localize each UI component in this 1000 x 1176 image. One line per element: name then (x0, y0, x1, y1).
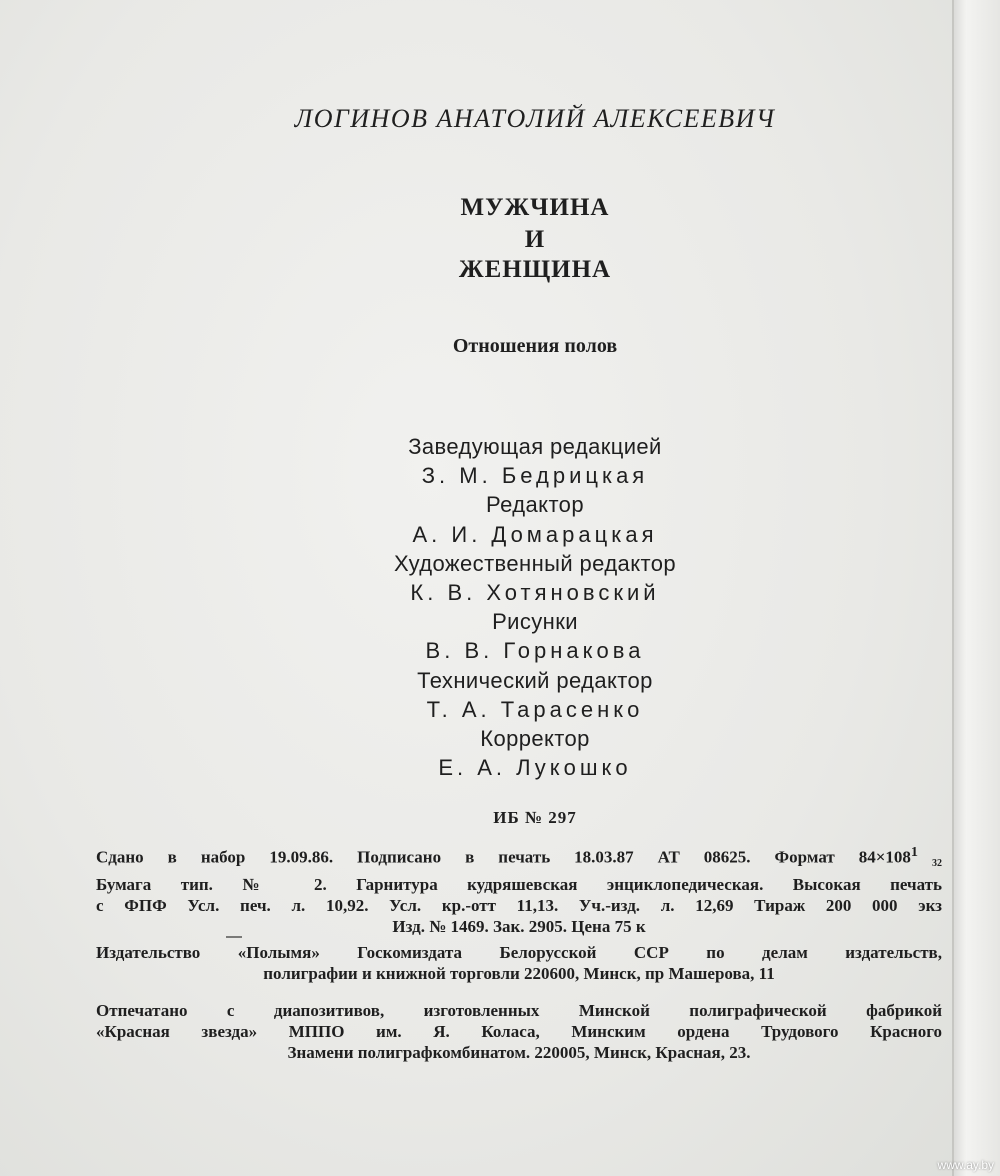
credit-person: З. М. Бедрицкая (421, 463, 649, 489)
publisher-line-1: Издательство «Полымя» Госкомиздата Белорусской ССР по делам издательств, (96, 943, 942, 962)
book-subtitle: Отношения полов (452, 335, 618, 357)
credits-list (0, 432, 1000, 782)
publisher-info (96, 942, 942, 984)
format-subscript: 32 (932, 857, 942, 869)
print-details-line-1 (96, 842, 942, 874)
print-details-line-4: Изд. № 1469. Зак. 2905. Цена 75 к (392, 916, 646, 936)
print-details (96, 842, 942, 937)
ib-number: ИБ № 297 (493, 808, 577, 827)
credit-person: А. И. Домарацкая (412, 521, 658, 547)
credit-person: К. В. Хотяновский (410, 580, 660, 606)
credit-person: Т. А. Тарасенко (426, 696, 644, 722)
credit-role: Корректор (480, 726, 590, 752)
print-details-line-2: Бумага тип. № 2. Гарнитура кудряшевская энциклопедическая. Высокая печать (96, 874, 942, 894)
credit-person: Е. А. Лукошко (438, 755, 632, 781)
printer-line-1: Отпечатано с диапозитивов, изготовленных Минской полиграфической фабрикой (96, 1001, 942, 1020)
ink-mark (226, 936, 242, 938)
credit-role: Художественный редактор (394, 550, 676, 576)
printer-line-2: «Красная звезда» МППО им. Я. Коласа, Минским ордена Трудового Красного (96, 1022, 942, 1041)
format-fraction: 1 (910, 844, 918, 860)
credit-role: Заведующая редакцией (408, 434, 662, 459)
book-title-line-2: И (524, 226, 546, 253)
book-title-line-3: ЖЕНЩИНА (458, 256, 612, 283)
site-watermark: www.ay.by (937, 1158, 994, 1172)
publisher-line-2: полиграфии и книжной торговли 220600, Минск, пр Машерова, 11 (263, 964, 775, 983)
book-title-line-1: МУЖЧИНА (460, 194, 610, 221)
credit-role: Редактор (486, 492, 584, 518)
author-name: ЛОГИНОВ АНАТОЛИЙ АЛЕКСЕЕВИЧ (294, 104, 776, 133)
printer-line-3: Знамени полиграфкомбинатом. 220005, Минск, Красная, 23. (287, 1043, 751, 1062)
credit-person: В. В. Горнакова (425, 638, 645, 664)
credit-role: Рисунки (492, 609, 578, 635)
print-details-line-3: с ФПФ Усл. печ. л. 10,92. Усл. кр.-отт 11,13. Уч.-изд. л. 12,69 Тираж 200 000 экз (96, 895, 942, 915)
printer-info (96, 1000, 942, 1063)
credit-role: Технический редактор (417, 667, 653, 693)
print-details-text: Сдано в набор 19.09.86. Подписано в печать 18.03.87 АТ 08625. Формат 84×108 (96, 847, 911, 867)
